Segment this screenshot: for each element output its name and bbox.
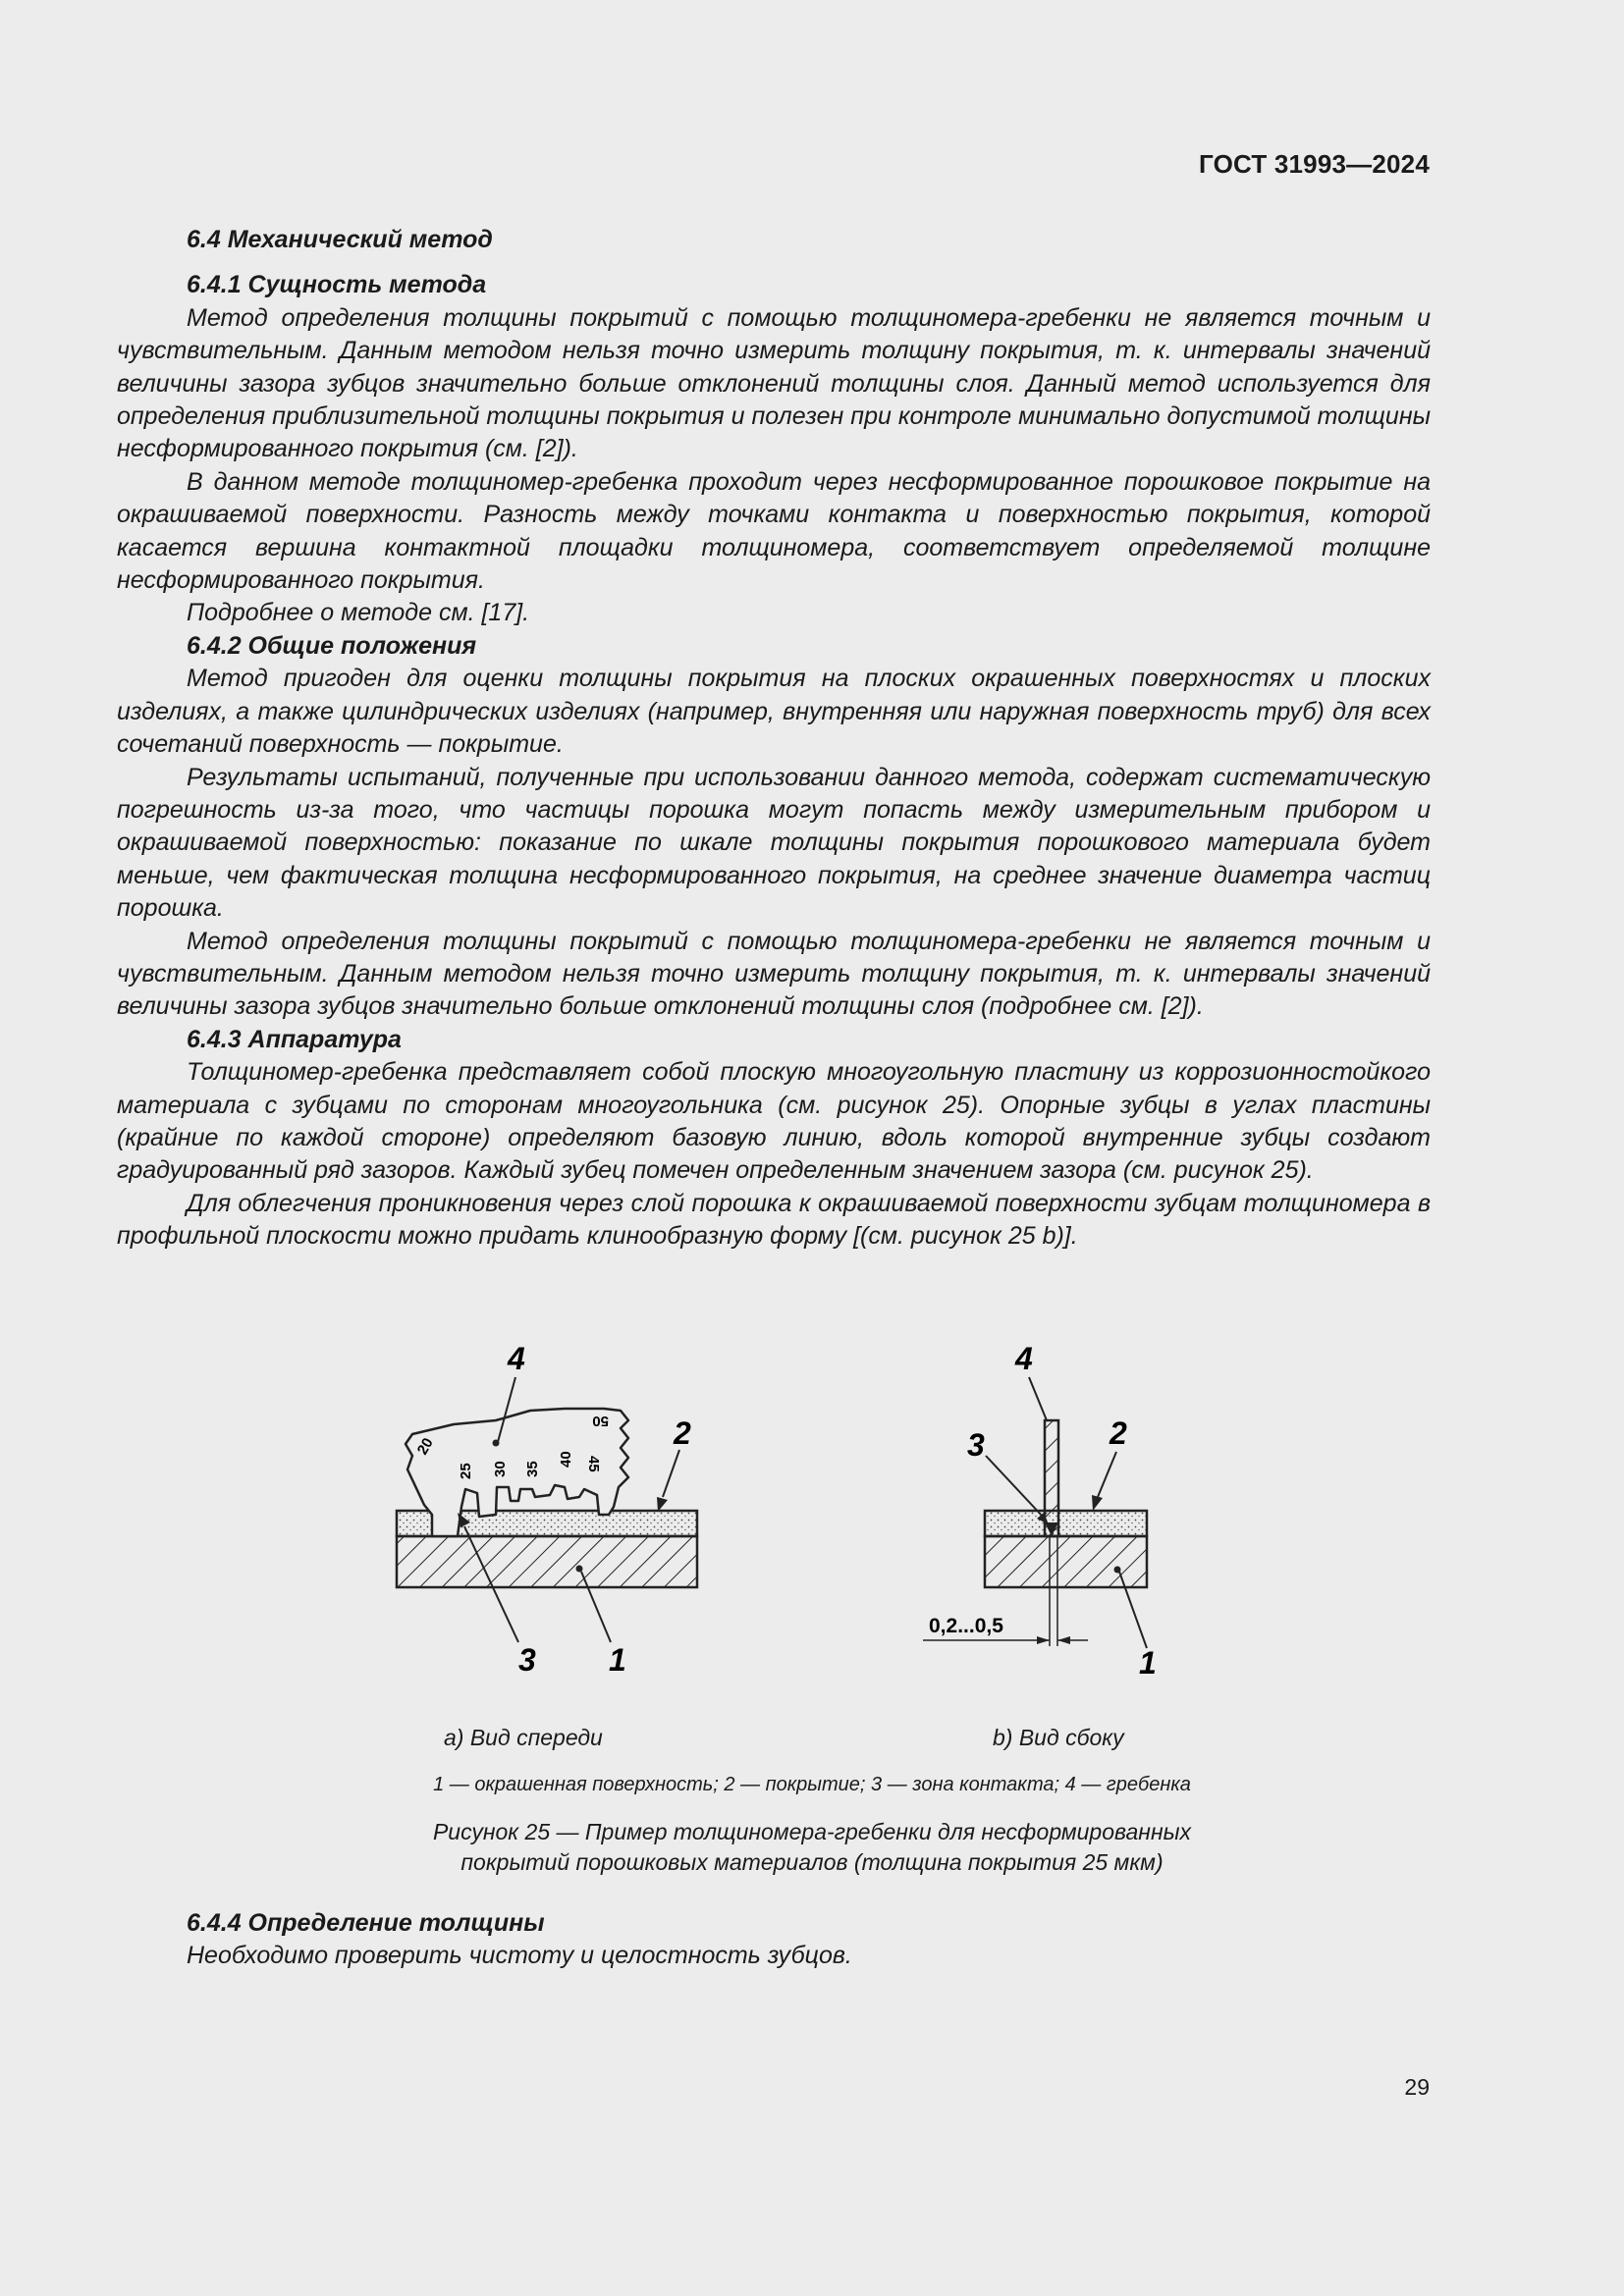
front-view bbox=[397, 1341, 697, 1678]
section-heading-6-4-4: 6.4.4 Определение толщины bbox=[187, 1909, 545, 1937]
coating-layer bbox=[985, 1511, 1147, 1536]
paragraph: Метод определения толщины покрытий с помощью толщиномера-гребенки не является точным и чувствительным. Данным методом нельзя точно измерить толщину покрытия, т. к. интервалы значений величины зазора зубцов значительно больше отклонений толщины слоя (подробнее см. [2]). bbox=[117, 927, 1431, 1021]
callout-3: 3 bbox=[518, 1642, 536, 1678]
gap-dimension: 0,2...0,5 bbox=[929, 1615, 1003, 1637]
callout-1: 1 bbox=[609, 1642, 626, 1678]
side-view bbox=[923, 1341, 1157, 1681]
main-text bbox=[117, 224, 1431, 1254]
callout-1: 1 bbox=[1139, 1645, 1157, 1681]
paragraph: Метод определения толщины покрытий с помощью толщиномера-гребенки не является точным и чувствительным. Данным методом нельзя точно измерить толщину покрытия, т. к. интервалы значений величины зазора зубцов значительно больше отклонений толщины слоя. Данный метод используется для определения приблизительной толщины покрытия и полезен при контроле минимально допустимой толщины несформированного покрытия (см. [2]). bbox=[117, 303, 1431, 463]
callout-4: 4 bbox=[508, 1341, 525, 1376]
figure-title-line: покрытий порошковых материалов (толщина покрытия 25 мкм) bbox=[460, 1849, 1164, 1875]
gauge-mark: 35 bbox=[524, 1461, 541, 1477]
gauge-mark: 30 bbox=[492, 1461, 509, 1477]
section-heading-6-4-1: 6.4.1 Сущность метода bbox=[187, 271, 487, 299]
figure-title-line: Рисунок 25 — Пример толщиномера-гребенки для несформированных bbox=[432, 1819, 1192, 1844]
paragraph: Метод пригоден для оценки толщины покрытия на плоских окрашенных поверхностях и плоских изделиях, а также цилиндрических изделиях (например, внутренняя или наружная поверхность труб) для всех сочетаний поверхность — покрытие. bbox=[117, 665, 1431, 759]
paragraph: Подробнее о методе см. [17]. bbox=[187, 599, 530, 627]
figure-drawing bbox=[0, 1340, 1624, 1713]
callout-3: 3 bbox=[967, 1427, 985, 1463]
standard-number: ГОСТ 31993—2024 bbox=[1199, 149, 1430, 179]
paragraph: Толщиномер-гребенка представляет собой плоскую многоугольную пластину из коррозионностойкого материала с зубцами по сторонам многоугольника (см. рисунок 25). Опорные зубцы в углах пластины (крайние по каждой стороне) определяют базовую линию, вдоль которой внутренние зубцы создают градуированный ряд зазоров. Каждый зубец помечен определенным значением зазора (см. рисунок 25). bbox=[117, 1058, 1431, 1185]
section-heading-6-4-3: 6.4.3 Аппаратура bbox=[187, 1025, 402, 1053]
gauge-mark: 20 bbox=[413, 1435, 437, 1458]
paragraph: Необходимо проверить чистоту и целостность зубцов. bbox=[187, 1942, 852, 1970]
section-6-4-4 bbox=[117, 1907, 1431, 1973]
paragraph: Результаты испытаний, полученные при использовании данного метода, содержат систематическую погрешность из-за того, что частицы порошка могут попасть между измерительным прибором и окрашиваемой поверхностью: показание по шкале толщины покрытия порошкового материала будет меньше, чем фактическая толщина несформированного покрытия, на среднее значение диаметра частиц порошка. bbox=[117, 763, 1431, 923]
callout-2: 2 bbox=[1110, 1415, 1127, 1451]
gauge-mark: 50 bbox=[592, 1413, 609, 1429]
callout-4: 4 bbox=[1015, 1341, 1033, 1376]
gauge-comb-section bbox=[1045, 1420, 1058, 1536]
paragraph: Для облегчения проникновения через слой порошка к окрашиваемой поверхности зубцам толщиномера в профильной плоскости можно придать клинообразную форму [(см. рисунок 25 b)]. bbox=[117, 1189, 1431, 1251]
figure-25 bbox=[0, 1340, 1624, 1713]
gauge-mark: 40 bbox=[558, 1451, 574, 1468]
figure-legend: 1 — окрашенная поверхность; 2 — покрытие; 3 — зона контакта; 4 — гребенка bbox=[433, 1774, 1191, 1795]
page-number: 29 bbox=[1404, 2074, 1430, 2100]
figure-title bbox=[0, 1817, 1624, 1878]
callout-2: 2 bbox=[674, 1415, 691, 1451]
paragraph: В данном методе толщиномер-гребенка проходит через несформированное порошковое покрытие на окрашиваемой поверхности. Разность между точками контакта и поверхностью покрытия, которой касается вершина контактной площадки толщиномера, соответствует определяемой толщине несформированного покрытия. bbox=[117, 467, 1431, 595]
caption-side-view: b) Вид сбоку bbox=[993, 1725, 1124, 1750]
section-heading-6-4-2: 6.4.2 Общие положения bbox=[187, 631, 477, 660]
section-heading-6-4: 6.4 Механический метод bbox=[187, 226, 493, 253]
gauge-mark: 45 bbox=[585, 1456, 602, 1472]
gauge-mark: 25 bbox=[458, 1463, 474, 1479]
substrate bbox=[397, 1536, 697, 1587]
caption-front-view: a) Вид спереди bbox=[444, 1725, 603, 1750]
